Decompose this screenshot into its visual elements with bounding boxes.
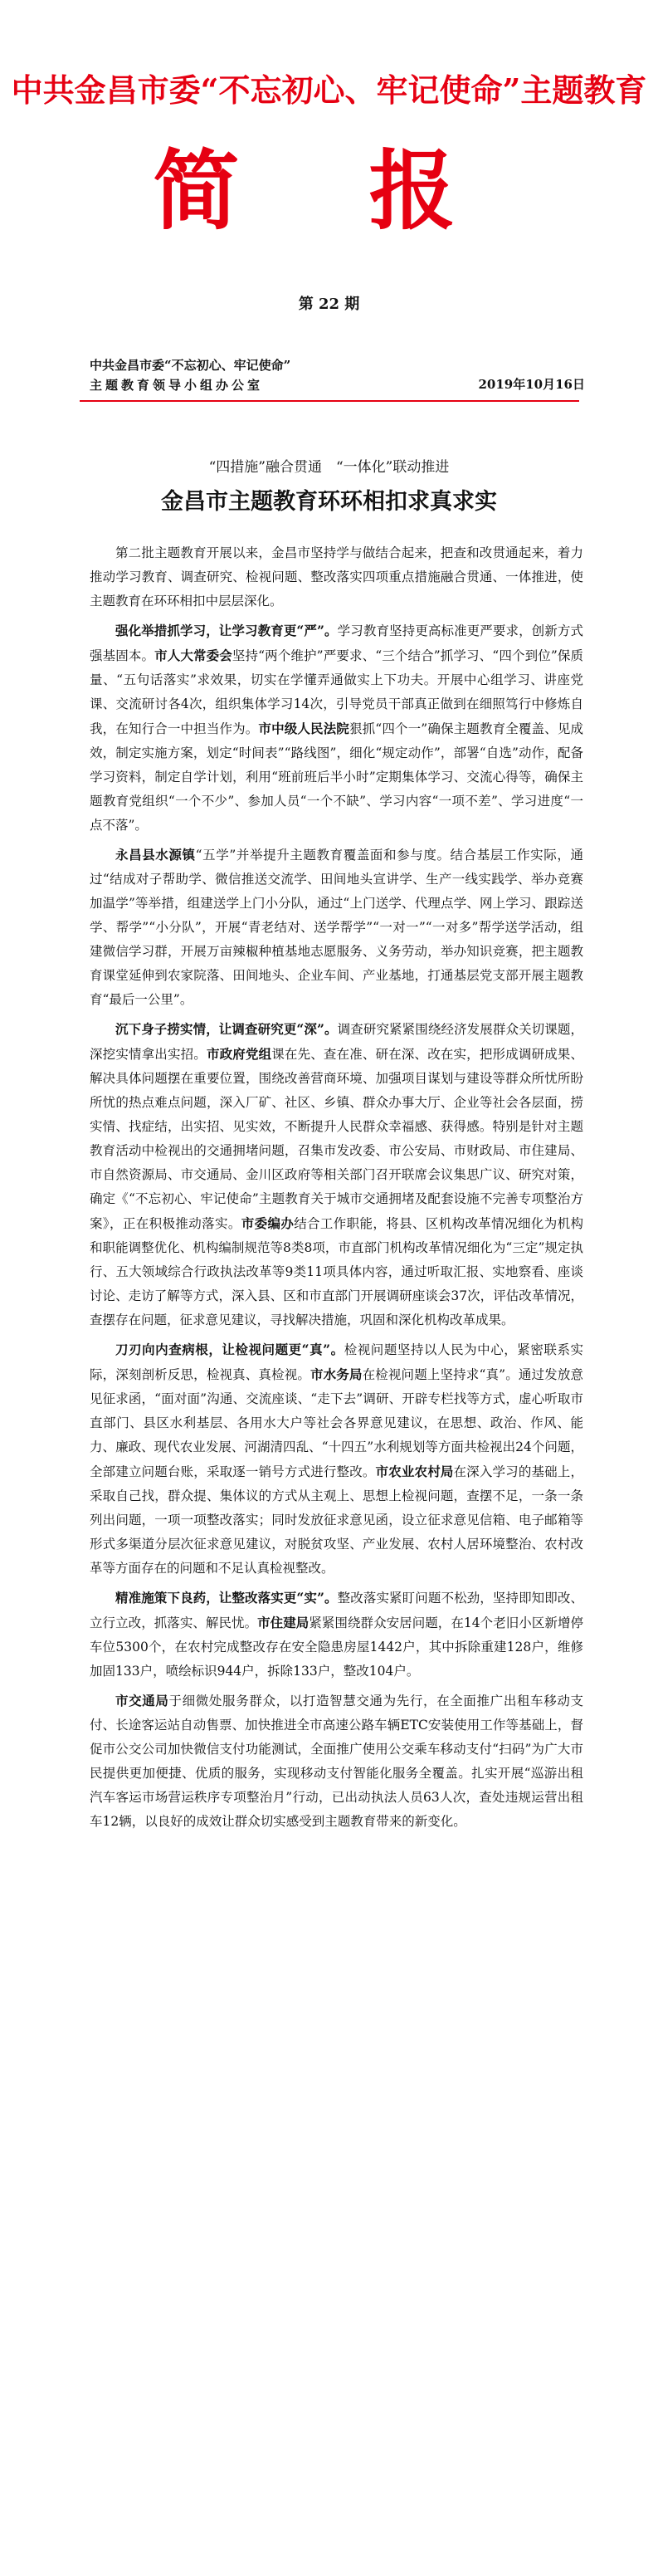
- article-subtitle: “四措施”融合贯通 “一体化”联动推进: [208, 459, 450, 476]
- article-body: [90, 541, 583, 1839]
- paragraph-inspection: [90, 1337, 583, 1581]
- brief-title: 简 报: [153, 139, 505, 242]
- paragraph-rectification: [90, 1586, 583, 1684]
- issue-date: 2019年10月16日: [478, 377, 585, 392]
- org-name: 市住建局: [257, 1615, 310, 1630]
- paragraph-text: 紧紧围绕群众安居问题，在14个老旧小区新增停车位5300个，在农村完成整改存在安全隐患房屋1442户，其中拆除重建128户，维修加固133户，喷绘标识944户，拆除133户，整改104户。: [90, 1615, 583, 1679]
- paragraph-text: “五学”并举提升主题教育覆盖面和参与度。结合基层工作实际，通过“结成对子帮助学、微信推送交流学、田间地头宣讲学、生产一线实践学、举办竞赛加温学”等举措，组建送学上门小分队，通过“上门送学、代理点学、网上学习、跟踪送学、帮学”“小分队”，开展“青老结对、送学帮学”“一对一”“一对多”帮学送学活动，组建微信学习群，开展万亩辣椒种植基地志愿服务、义务劳动，举办知识竞赛，把主题教育课堂延伸到农家院落、田间地头、企业车间、产业基地，打通基层党支部开展主题教育“最后一公里”。: [90, 848, 583, 1007]
- paragraph-text: 结合工作职能，将县、区机构改革情况细化为机构和职能调整优化、机构编制规范等8类8项，市直部门机构改革情况细化为“三定”规定执行、五大领域综合行政执法改革等9类11项具体内容，通过听取汇报、实地察看、座谈讨论、走访了解等方式，深入县、区和市直部门开展调研座谈会37次，评估改革情况，查摆存在问题，征求意见建议，寻找解决措施，巩固和深化机构改革成果。: [90, 1216, 583, 1327]
- org-name: 市政府党组: [206, 1046, 272, 1062]
- paragraph-text: 在检视问题上坚持求“真”。通过发放意见征求函，“面对面”沟通、交流座谈、“走下去”调研、开辟专栏找等方式，虚心听取市直部门、县区水利基层、各用水大户等社会各界意见建议，在思想、政治、作风、能力、廉政、现代农业发展、河湖清四乱、“十四五”水利规划等方面共检视出24个问题，全部建立问题台账，采取逐一销号方式进行整改。: [90, 1367, 583, 1479]
- org-name: 市交通局: [115, 1693, 169, 1708]
- issuing-organization: [90, 355, 290, 395]
- org-name: 市人大常委会: [154, 648, 232, 663]
- org-name: 永昌县水源镇: [115, 847, 196, 863]
- section-lead: 沉下身子捞实情，让调查研究更“深”。: [115, 1021, 338, 1037]
- paragraph-research: [90, 1017, 583, 1332]
- paragraph-text: 在深入学习的基础上，采取自己找，群众提、集体议的方式从主观上、思想上检视问题，查摆不足，一条一条列出问题，一项一项整改落实；同时发放征求意见函，设立征求意见信箱、电子邮箱等形式多渠道分层次征求意见建议，对脱贫攻坚、产业发展、农村人居环境整治、农村改革等方面存在的问题和不足认真检视整改。: [90, 1464, 583, 1576]
- org-line-2: 主题教育领导小组办公室: [90, 378, 264, 393]
- paragraph-text: 检视问题坚持以人民为中心，紧密联系实际，深刻剖析反思，检视真、真检视。: [90, 1342, 583, 1382]
- org-name: 市委编办: [241, 1215, 295, 1231]
- org-name: 市水务局: [310, 1366, 363, 1382]
- paragraph-text: 坚持“两个维护”严要求、“三个结合”抓学习、“四个到位”保质量、“五句话落实”求效果，切实在学懂弄通做实上下功夫。开展中心组学习、讲座党课、交流研讨各4次，组织集体学习14次，引导党员干部真正做到在细照笃行中修炼自我，在知行合一中担当作为。: [90, 648, 583, 736]
- article-title: 金昌市主题教育环环相扣求真求实: [161, 489, 497, 515]
- paragraph-study-2: [90, 843, 583, 1012]
- paragraph-text: 调查研究紧紧围绕经济发展群众关切课题，深挖实情拿出实招。: [90, 1022, 583, 1062]
- paragraph-intro: 第二批主题教育开展以来，金昌市坚持学与做结合起来，把查和改贯通起来，着力推动学习教育、调查研究、检视问题、整改落实四项重点措施融合贯通、一体推进，使主题教育在环环相扣中层层深化。: [90, 545, 583, 609]
- org-name: 市农业农村局: [375, 1464, 454, 1479]
- paragraph-study: [90, 618, 583, 838]
- paragraph-text: 于细微处服务群众，以打造智慧交通为先行，在全面推广出租车移动支付、长途客运站自动售票、加快推进全市高速公路车辆ETC安装使用工作等基础上，督促市公交公司加快微信支付功能测试，全面推广使用公交乘车移动支付“扫码”为广大市民提供更加便捷、优质的服务，实现移动支付智能化服务全覆盖。扎实开展“巡游出租汽车客运市场营运秩序专项整治月”行动，已出动执法人员63人次，查处违规运营出租车12辆，以良好的成效让群众切实感受到主题教育带来的新变化。: [90, 1694, 583, 1829]
- masthead: 中共金昌市委“不忘初心、牢记使命”主题教育: [11, 71, 647, 109]
- paragraph-rectification-2: [90, 1689, 583, 1834]
- issue-number: 第 22 期: [298, 296, 360, 313]
- paragraph-text: 课在先、查在准、研在深、改在实，把形成调研成果、解决具体问题摆在重要位置，围绕改善营商环境、加强项目谋划与建设等群众所忧所盼所忧的热点难点问题，深入厂矿、社区、乡镇、群众办事大厅、企业等社会各层面，捞实情、找症结，出实招、见实效，不断提升人民群众幸福感、获得感。特别是针对主题教育活动中检视出的交通拥堵问题，召集市发改委、市公安局、市财政局、市住建局、市自然资源局、市交通局、金川区政府等相关部门召开联席会议集思广议、研究对策，确定《“不忘初心、牢记使命”主题教育关于城市交通拥堵及配套设施不完善专项整治方案》，正在积极推动落实。: [90, 1047, 583, 1231]
- red-divider: [80, 400, 579, 402]
- section-lead: 精准施策下良药，让整改落实更“实”。: [115, 1590, 338, 1606]
- paragraph-text: 整改落实紧盯问题不松劲，坚持即知即改、立行立改，抓落实、解民忧。: [90, 1591, 583, 1630]
- org-name: 市中级人民法院: [258, 721, 349, 736]
- section-lead: 刀刃向内查病根，让检视问题更“真”。: [115, 1342, 344, 1357]
- paragraph-text: 狠抓“四个一”确保主题教育全覆盖、见成效，制定实施方案，划定“时间表”“路线图”，细化“规定动作”，部署“自选”动作，配备学习资料，制定自学计划，利用“班前班后半小时”定期集体学习、交流心得等，确保主题教育党组织“一个不少”、参加人员“一个不缺”、学习内容“一项不差”、学习进度“一点不落”。: [90, 721, 583, 833]
- org-line-1: 中共金昌市委“不忘初心、牢记使命”: [90, 358, 291, 373]
- paragraph-text: 学习教育坚持更高标准更严要求，创新方式强基固本。: [90, 623, 583, 663]
- section-lead: 强化举措抓学习，让学习教育更“严”。: [115, 623, 338, 638]
